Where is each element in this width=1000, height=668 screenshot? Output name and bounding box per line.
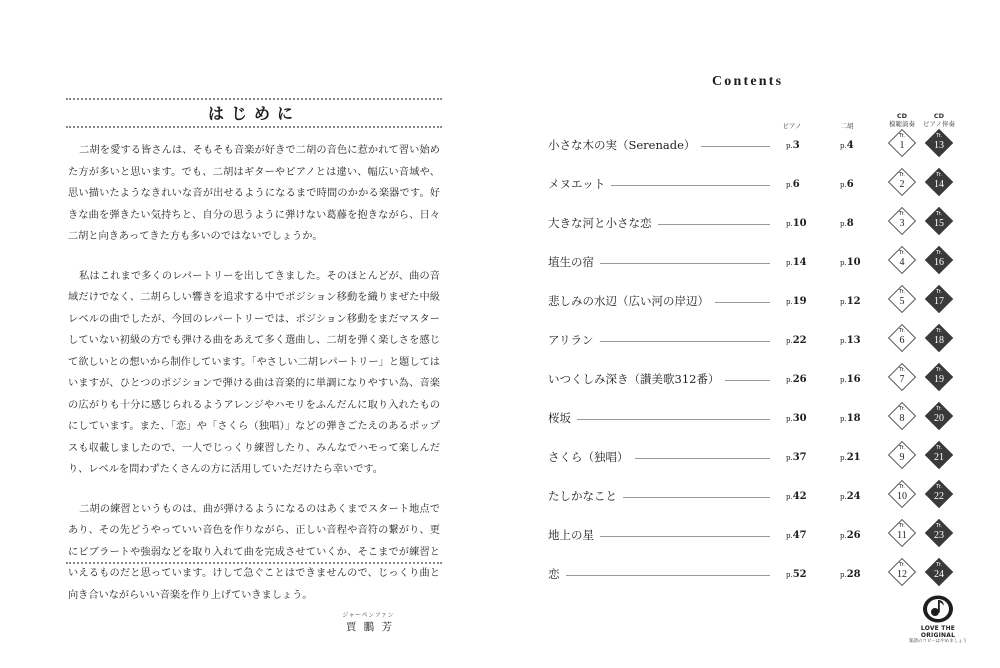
- page-prefix: p.: [786, 220, 793, 228]
- piano-page: [786, 452, 807, 463]
- track-prefix: Tr.: [898, 250, 906, 256]
- page-prefix: p.: [786, 181, 793, 189]
- track-prefix: Tr.: [898, 523, 906, 529]
- erhu-page: [840, 218, 854, 229]
- toc-row[interactable]: [548, 361, 968, 397]
- toc-row[interactable]: [548, 400, 968, 436]
- demo-track-number: 8: [899, 413, 905, 424]
- piano-page-number: 30: [792, 413, 807, 424]
- diamond-outline-icon: [888, 168, 916, 196]
- piano-page: [786, 335, 807, 346]
- track-prefix: Tr.: [935, 445, 943, 451]
- erhu-page-number: 21: [846, 452, 861, 463]
- demo-track-number: 10: [897, 491, 907, 502]
- piano-track-number: 17: [934, 296, 944, 307]
- track-prefix: Tr.: [935, 172, 943, 178]
- piano-page-number: 42: [792, 491, 807, 502]
- track-prefix: Tr.: [935, 523, 943, 529]
- page-prefix: p.: [840, 493, 847, 501]
- page-prefix: p.: [786, 259, 793, 267]
- song-title: メヌエット: [548, 176, 611, 192]
- toc-row[interactable]: [548, 517, 968, 553]
- song-title: たしかなこと: [548, 488, 623, 504]
- piano-track-number: 16: [934, 257, 944, 268]
- diamond-filled-icon: [925, 402, 953, 430]
- intro-paragraph-1: 二胡を愛する皆さんは、そもそも音楽が好きで二胡の音色に惹かれて習い始めた方が多いと思います。でも、二胡はギターやピアノとは違い、幅広い音域や、思い描いたようなきれいな音が出せるようになるまで時間のかかる楽器です。好きな曲を弾きたい気持ちと、自分の思うように弾けない葛藤を抱きながら、日々二胡と向きあってきた方も多いのではないでしょうか。: [68, 145, 440, 242]
- piano-page: [786, 374, 807, 385]
- song-title: 大きな河と小さな恋: [548, 215, 658, 231]
- bottom-dotted-divider: [66, 562, 442, 564]
- erhu-page: [840, 296, 861, 307]
- music-note-face-icon: [921, 594, 955, 624]
- demo-track-number: 7: [899, 374, 905, 385]
- page-prefix: p.: [840, 337, 847, 345]
- page-prefix: p.: [840, 376, 847, 384]
- song-title: 恋: [548, 566, 566, 582]
- top-dotted-divider: [66, 98, 442, 100]
- piano-page-number: 26: [792, 374, 807, 385]
- song-title: いつくしみ深き（讃美歌312番）: [548, 371, 725, 387]
- piano-page: [786, 413, 807, 424]
- toc-row[interactable]: [548, 478, 968, 514]
- erhu-page-number: 26: [846, 530, 861, 541]
- love-the-original-logo: [908, 594, 968, 644]
- piano-page: [786, 491, 807, 502]
- demo-track-number: 1: [899, 140, 905, 151]
- track-prefix: Tr.: [898, 484, 906, 490]
- erhu-page-number: 28: [846, 569, 861, 580]
- song-title: 地上の星: [548, 527, 600, 543]
- erhu-page: [840, 452, 861, 463]
- piano-page: [786, 140, 800, 151]
- page-prefix: p.: [840, 532, 847, 540]
- leader-line: [548, 419, 770, 420]
- track-prefix: Tr.: [898, 211, 906, 217]
- page-prefix: p.: [786, 454, 793, 462]
- contents-title: Contents: [712, 74, 784, 89]
- toc-row[interactable]: [548, 244, 968, 280]
- diamond-filled-icon: [925, 129, 953, 157]
- diamond-outline-icon: [888, 558, 916, 586]
- toc-row[interactable]: [548, 439, 968, 475]
- page-prefix: p.: [786, 493, 793, 501]
- toc-row[interactable]: [548, 166, 968, 202]
- diamond-outline-icon: [888, 402, 916, 430]
- page-prefix: p.: [840, 298, 847, 306]
- diamond-outline-icon: [888, 246, 916, 274]
- diamond-filled-icon: [925, 168, 953, 196]
- song-title: 小さな木の実（Serenade）: [548, 137, 701, 153]
- piano-track-number: 13: [934, 140, 944, 151]
- diamond-outline-icon: [888, 207, 916, 235]
- track-prefix: Tr.: [935, 328, 943, 334]
- column-header-erhu: 二胡: [840, 122, 854, 130]
- diamond-filled-icon: [925, 246, 953, 274]
- page-prefix: p.: [786, 298, 793, 306]
- piano-track-number: 24: [934, 569, 944, 580]
- column-header-cd-demo: CD 模範演奏: [889, 112, 915, 128]
- leader-line: [548, 575, 770, 576]
- song-title: 悲しみの水辺（広い河の岸辺）: [548, 293, 715, 309]
- intro-paragraph-2: 私はこれまで多くのレパートリーを出してきました。そのほとんどが、曲の音域だけでなく、二胡らしい響きを追求する中でポジション移動を織りまぜた中級レベルの曲でしたが、今回のレパートリーでは、ポジション移動をまだマスターしていない初級の方でも弾ける曲をあえて多く選曲し、二胡を弾く楽しさを感じて欲しいとの想いから制作しています。「やさしい二胡レパートリー」と題してはいますが、ひとつのポジションで弾ける曲は音楽的に単調になりやすい為、音楽の広がりも十分に感じられるようアレンジやハモリをふんだんに取り入れたものにしています。また、「恋」や「さくら（独唱）」などの弾きごたえのあるポップスも収載しましたので、一人でじっくり練習したり、みんなでハモって楽しんだり、レベルを問わずたくさんの方に活用していただけたら幸いです。: [68, 270, 440, 475]
- diamond-filled-icon: [925, 558, 953, 586]
- track-prefix: Tr.: [935, 367, 943, 373]
- diamond-outline-icon: [888, 480, 916, 508]
- erhu-page-number: 16: [846, 374, 861, 385]
- demo-track-number: 9: [899, 452, 905, 463]
- track-prefix: Tr.: [898, 289, 906, 295]
- author-name: 賈 鵬 芳: [345, 621, 394, 633]
- track-prefix: Tr.: [898, 328, 906, 334]
- author-ruby: ジャーペンファン: [342, 612, 394, 619]
- intro-body: [66, 140, 442, 634]
- track-prefix: Tr.: [935, 406, 943, 412]
- diamond-filled-icon: [925, 285, 953, 313]
- erhu-page: [840, 530, 861, 541]
- toc-row[interactable]: [548, 283, 968, 319]
- track-prefix: Tr.: [898, 562, 906, 568]
- track-prefix: Tr.: [898, 133, 906, 139]
- diamond-outline-icon: [888, 285, 916, 313]
- piano-page: [786, 530, 807, 541]
- page-prefix: p.: [786, 337, 793, 345]
- piano-track-number: 15: [934, 218, 944, 229]
- column-header-cd-piano: CD ピアノ伴奏: [923, 112, 955, 128]
- piano-page: [786, 257, 807, 268]
- title-dotted-divider: [66, 126, 442, 128]
- page-prefix: p.: [840, 181, 847, 189]
- intro-title: はじめに: [207, 104, 300, 123]
- piano-page-number: 14: [792, 257, 807, 268]
- author-signature: [68, 612, 440, 634]
- page-prefix: p.: [840, 142, 847, 150]
- logo-line-2: 楽譜のコピーはやめましょう: [908, 639, 968, 644]
- piano-track-number: 21: [934, 452, 944, 463]
- erhu-page: [840, 179, 854, 190]
- diamond-outline-icon: [888, 363, 916, 391]
- diamond-filled-icon: [925, 324, 953, 352]
- erhu-page: [840, 491, 861, 502]
- track-prefix: Tr.: [935, 133, 943, 139]
- page-prefix: p.: [786, 142, 793, 150]
- logo-line-1: LOVE THE ORIGINAL: [920, 625, 956, 639]
- erhu-page-number: 24: [846, 491, 861, 502]
- demo-track-number: 4: [899, 257, 905, 268]
- erhu-page: [840, 413, 861, 424]
- erhu-page: [840, 257, 861, 268]
- column-header-piano: ピアノ: [782, 122, 802, 130]
- track-prefix: Tr.: [935, 484, 943, 490]
- track-prefix: Tr.: [898, 445, 906, 451]
- piano-track-number: 20: [934, 413, 944, 424]
- toc-row[interactable]: [548, 127, 968, 163]
- demo-track-number: 6: [899, 335, 905, 346]
- diamond-outline-icon: [888, 519, 916, 547]
- erhu-page-number: 4: [846, 140, 854, 151]
- diamond-filled-icon: [925, 441, 953, 469]
- song-title: さくら（独唱）: [548, 449, 635, 465]
- piano-page-number: 37: [792, 452, 807, 463]
- piano-track-number: 22: [934, 491, 944, 502]
- track-prefix: Tr.: [935, 289, 943, 295]
- page-prefix: p.: [786, 571, 793, 579]
- toc-row[interactable]: [548, 556, 968, 592]
- diamond-outline-icon: [888, 129, 916, 157]
- toc-row[interactable]: [548, 322, 968, 358]
- piano-page: [786, 218, 807, 229]
- piano-track-number: 19: [934, 374, 944, 385]
- page-prefix: p.: [786, 532, 793, 540]
- diamond-filled-icon: [925, 480, 953, 508]
- piano-page-number: 47: [792, 530, 807, 541]
- piano-track-number: 18: [934, 335, 944, 346]
- diamond-outline-icon: [888, 441, 916, 469]
- demo-track-number: 3: [899, 218, 905, 229]
- piano-page: [786, 296, 807, 307]
- demo-track-number: 11: [897, 530, 907, 541]
- track-prefix: Tr.: [898, 367, 906, 373]
- page-prefix: p.: [840, 571, 847, 579]
- track-prefix: Tr.: [898, 406, 906, 412]
- piano-page-number: 52: [792, 569, 807, 580]
- toc-row[interactable]: [548, 205, 968, 241]
- song-title: アリラン: [548, 332, 600, 348]
- piano-track-number: 23: [934, 530, 944, 541]
- diamond-filled-icon: [925, 519, 953, 547]
- piano-page: [786, 569, 807, 580]
- erhu-page: [840, 374, 861, 385]
- piano-page: [786, 179, 800, 190]
- track-prefix: Tr.: [935, 211, 943, 217]
- song-title: 埴生の宿: [548, 254, 600, 270]
- piano-track-number: 14: [934, 179, 944, 190]
- piano-page-number: 6: [792, 179, 800, 190]
- intro-paragraph-3: 二胡の練習というものは、曲が弾けるようになるのはあくまでスタート地点であり、その先どうやっていい音色を作りながら、正しい音程や音符の繋がり、更にビブラートや強弱などを取り入れて曲を完成させていくか、そこまでが練習といえるものだと思っています。けして急ぐことはできませんので、じっくり曲と向き合いながらいい音楽を作り上げていきましょう。: [68, 503, 440, 601]
- diamond-outline-icon: [888, 324, 916, 352]
- erhu-page-number: 13: [846, 335, 861, 346]
- erhu-page: [840, 569, 861, 580]
- piano-page-number: 19: [792, 296, 807, 307]
- demo-track-number: 5: [899, 296, 905, 307]
- piano-page-number: 22: [792, 335, 807, 346]
- erhu-page-number: 6: [846, 179, 854, 190]
- erhu-page-number: 10: [846, 257, 861, 268]
- song-title: 桜坂: [548, 410, 577, 426]
- introduction-page: [66, 92, 442, 634]
- diamond-filled-icon: [925, 207, 953, 235]
- page-prefix: p.: [840, 454, 847, 462]
- diamond-filled-icon: [925, 363, 953, 391]
- track-prefix: Tr.: [935, 250, 943, 256]
- demo-track-number: 2: [899, 179, 905, 190]
- page-prefix: p.: [840, 259, 847, 267]
- page-prefix: p.: [840, 220, 847, 228]
- page-prefix: p.: [786, 376, 793, 384]
- track-prefix: Tr.: [898, 172, 906, 178]
- page-prefix: p.: [786, 415, 793, 423]
- erhu-page: [840, 335, 861, 346]
- erhu-page-number: 12: [846, 296, 861, 307]
- track-prefix: Tr.: [935, 562, 943, 568]
- page-prefix: p.: [840, 415, 847, 423]
- piano-page-number: 10: [792, 218, 807, 229]
- erhu-page-number: 8: [846, 218, 854, 229]
- demo-track-number: 12: [897, 569, 907, 580]
- erhu-page-number: 18: [846, 413, 861, 424]
- erhu-page: [840, 140, 854, 151]
- piano-page-number: 3: [792, 140, 800, 151]
